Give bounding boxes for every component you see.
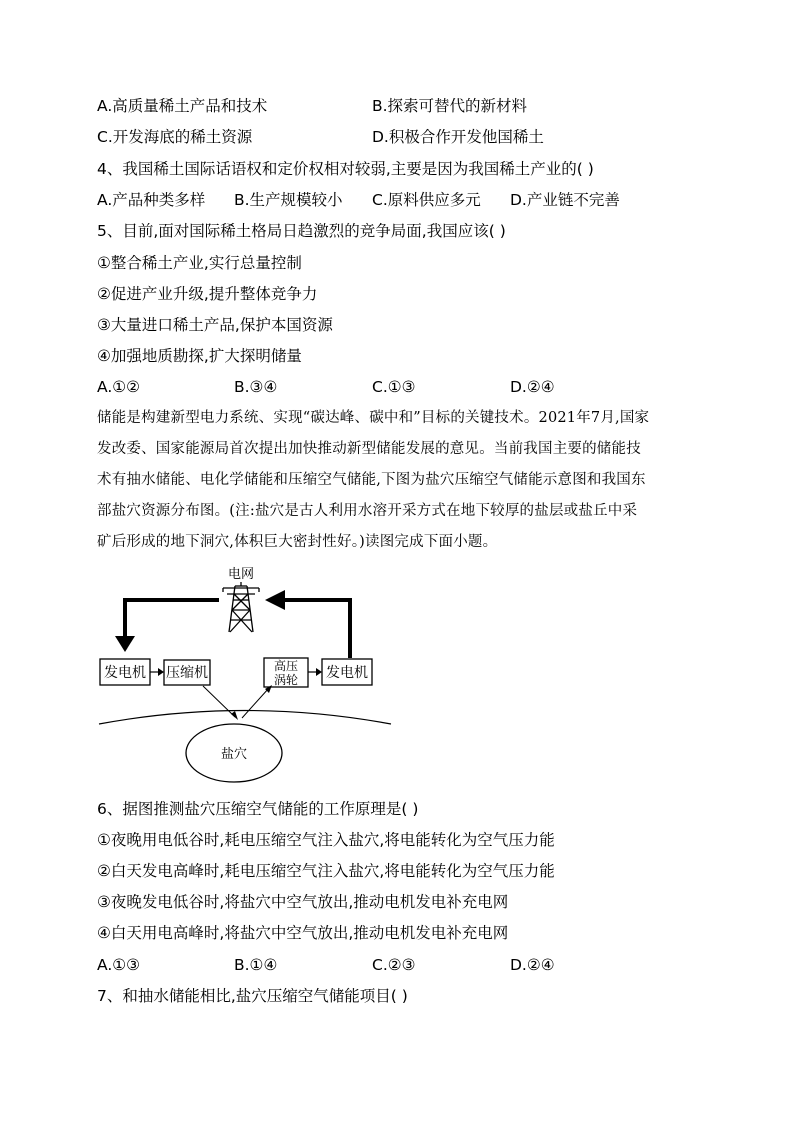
compressor-box xyxy=(164,660,210,685)
salt-cavern-storage-diagram xyxy=(95,562,395,794)
q5-option-d: D.②④ xyxy=(510,378,555,396)
passage-line-2: 发改委、国家能源局首次提出加快推动新型储能发展的意见。当前我国主要的储能技 xyxy=(97,441,641,457)
turbine-label-line-1: 高压 xyxy=(273,659,299,673)
q5-option-b: B.③④ xyxy=(234,378,278,396)
left-generator-label: 发电机 xyxy=(104,665,146,681)
right-generator-box xyxy=(322,659,372,685)
power-tower-icon xyxy=(223,582,259,632)
arrowhead-icon xyxy=(158,668,164,676)
q3-option-a: A.高质量稀土产品和技术 xyxy=(97,97,268,115)
q6-statement-2: ②白天发电高峰时,耗电压缩空气注入盐穴,将电能转化为空气压力能 xyxy=(97,862,555,880)
q4-option-d: D.产业链不完善 xyxy=(510,191,620,209)
q6-option-b: B.①④ xyxy=(234,956,278,974)
q6-stem: 6、据图推测盐穴压缩空气储能的工作原理是( ) xyxy=(97,800,419,818)
q4-stem: 4、我国稀土国际话语权和定价权相对较弱,主要是因为我国稀土产业的( ) xyxy=(97,160,594,178)
q6-statement-4: ④白天用电高峰时,将盐穴中空气放出,推动电机发电补充电网 xyxy=(97,924,509,942)
q6-option-c: C.②③ xyxy=(372,956,416,974)
compressor-label: 压缩机 xyxy=(166,665,208,681)
q5-option-c: C.①③ xyxy=(372,378,416,396)
right-generator-label: 发电机 xyxy=(326,665,368,681)
passage-line-5: 矿后形成的地下洞穴,体积巨大密封性好。)读图完成下面小题。 xyxy=(97,534,498,550)
reading-passage xyxy=(97,403,697,558)
passage-line-3: 术有抽水储能、电化学储能和压缩空气储能,下图为盐穴压缩空气储能示意图和我国东 xyxy=(97,472,646,488)
q6-option-a: A.①③ xyxy=(97,956,141,974)
q3-option-d: D.积极合作开发他国稀土 xyxy=(372,128,544,146)
salt-cavern-label: 盐穴 xyxy=(220,747,248,762)
left-generator-box xyxy=(100,659,150,685)
q3-option-c: C.开发海底的稀土资源 xyxy=(97,128,253,146)
q5-stem: 5、目前,面对国际稀土格局日趋激烈的竞争局面,我国应该( ) xyxy=(97,222,506,240)
turbine-box xyxy=(264,658,308,687)
q3-option-b: B.探索可替代的新材料 xyxy=(372,97,528,115)
q5-statement-1: ①整合稀土产业,实行总量控制 xyxy=(97,254,302,272)
q4-option-a: A.产品种类多样 xyxy=(97,191,206,209)
arrowhead-icon xyxy=(316,668,322,676)
q4-option-b: B.生产规模较小 xyxy=(234,191,343,209)
passage-line-1: 储能是构建新型电力系统、实现“碳达峰、碳中和”目标的关键技术。2021年7月,国家 xyxy=(97,410,650,426)
generator-to-grid-arrow xyxy=(265,590,350,658)
q4-option-c: C.原料供应多元 xyxy=(372,191,481,209)
q6-option-d: D.②④ xyxy=(510,956,555,974)
q6-statement-3: ③夜晚发电低谷时,将盐穴中空气放出,推动电机发电补充电网 xyxy=(97,893,509,911)
passage-line-4: 部盐穴资源分布图。(注:盐穴是古人利用水溶开采方式在地下较厚的盐层或盐丘中采 xyxy=(97,503,638,519)
grid-label: 电网 xyxy=(227,567,255,582)
q5-statement-2: ②促进产业升级,提升整体竞争力 xyxy=(97,285,318,303)
q5-statement-4: ④加强地质勘探,扩大探明储量 xyxy=(97,347,302,365)
q6-statement-1: ①夜晚用电低谷时,耗电压缩空气注入盐穴,将电能转化为空气压力能 xyxy=(97,831,555,849)
grid-to-generator-arrow xyxy=(115,600,219,652)
q7-stem: 7、和抽水储能相比,盐穴压缩空气储能项目( ) xyxy=(97,987,408,1005)
q5-statement-3: ③大量进口稀土产品,保护本国资源 xyxy=(97,316,333,334)
ground-surface-line xyxy=(99,711,391,725)
arrowhead-icon xyxy=(231,711,238,720)
q5-option-a: A.①② xyxy=(97,378,141,396)
turbine-label-line-2: 涡轮 xyxy=(273,673,299,687)
